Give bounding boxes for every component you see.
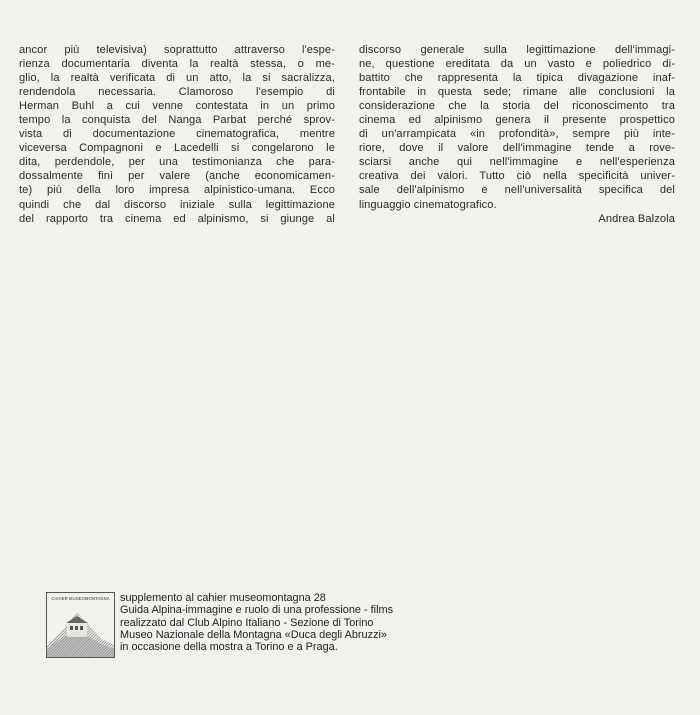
body-text-line: linguaggio cinematografico. <box>359 198 497 211</box>
museomontagna-logo <box>46 592 115 658</box>
body-text-line: dita, perdendole, per una testimonianza che para- <box>19 156 335 169</box>
body-text-line: di un'arrampicata «in profondità», sempre più inte- <box>359 128 675 141</box>
body-text-line: te) più della loro impresa alpinistico-umana. Ecco <box>19 184 335 197</box>
body-text-line: dossalmente finì per valere (anche economicamen- <box>19 170 335 183</box>
body-text-line: discorso generale sulla legittimazione dell'immagi- <box>359 44 675 56</box>
author-signature: Andrea Balzola <box>598 212 675 225</box>
body-text-line: riore, dove il valore dell'immagine tende a rove- <box>359 142 675 155</box>
body-text-line: rendendola necessaria. Clamoroso l'esempio di <box>19 86 335 99</box>
colophon-line: in occasione della mostra a Torino e a Praga. <box>120 641 338 654</box>
body-text-line: glio, la realtà verificata di un atto, la si sacralizza, <box>19 72 335 85</box>
body-text-line: quindi che dal discorso iniziale sulla legittimazione <box>19 198 335 211</box>
logo-text: CAHIER MUSEOMONTAGNA <box>51 596 110 601</box>
left-column <box>19 43 335 226</box>
colophon-line: Guida Alpina-immagine e ruolo di una professione - films <box>120 604 394 617</box>
body-text-line: ancor più televisiva) soprattutto attraverso l'espe- <box>19 44 335 56</box>
body-text-line: vista di documentazione cinematografica, mentre <box>19 128 335 141</box>
body-text-line: viceversa Compagnoni e Lacedelli si congelarono le <box>19 142 335 155</box>
body-text-line: Herman Buhl a cui venne contestata in un primo <box>19 100 335 113</box>
body-text-line: creativa dei valori. Tutto ciò nella specificità univer- <box>359 170 675 183</box>
colophon-line: Museo Nazionale della Montagna «Duca degli Abruzzi» <box>120 628 387 641</box>
body-text-line: del rapporto tra cinema ed alpinismo, si giunge al <box>19 212 335 225</box>
body-text-line: considerazione che la storia del riconoscimento tra <box>359 100 675 113</box>
body-text-line: sale dell'alpinismo e nell'universalità specifica del <box>359 184 675 197</box>
body-text-line: rienza documentaria diventa la realtà stessa, o me- <box>19 58 335 71</box>
body-text-line: frontabile in questa sede; rimane alle conclusioni la <box>359 86 675 99</box>
mountain-logo-icon <box>47 593 114 657</box>
body-text-line: tempo la conquista del Nanga Parbat perché sprov- <box>19 114 335 127</box>
colophon-line: supplemento al cahier museomontagna 28 <box>120 592 326 604</box>
right-column <box>359 43 675 226</box>
colophon <box>120 592 420 653</box>
body-text-line: cinema ed alpinismo genera il presente prospettico <box>359 114 675 127</box>
colophon-line: realizzato dal Club Alpino Italiano - Sezione di Torino <box>120 616 374 629</box>
body-text-line: sciarsi anche qui nell'immagine e nell'esperienza <box>359 156 675 169</box>
body-text-line: ne, questione ereditata da un vasto e poliedrico di- <box>359 58 675 71</box>
body-text-line: battito che rappresenta la tipica divagazione inaf- <box>359 72 675 85</box>
